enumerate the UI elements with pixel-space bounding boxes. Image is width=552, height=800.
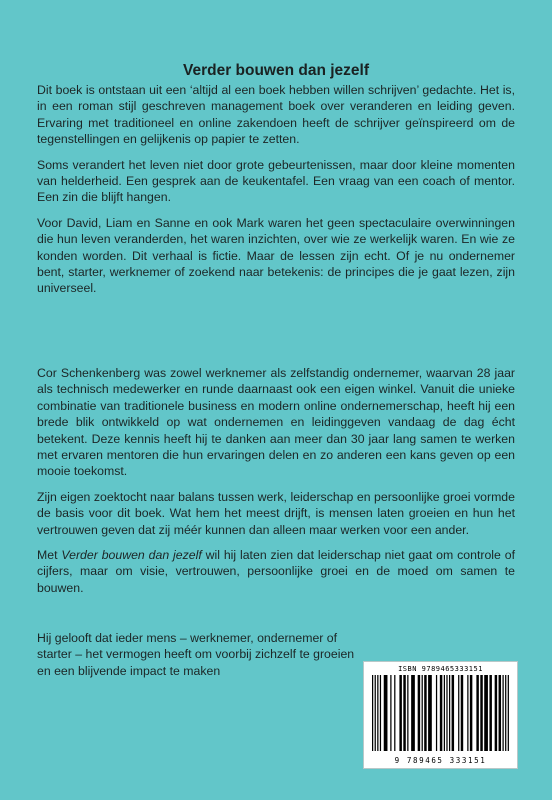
barcode-bar bbox=[508, 675, 509, 751]
closing-ragged-text: Hij gelooft dat ieder mens – werknemer, ondernemer of starter – het vermogen heeft om voorbij zichzelf te groeien en een blijvende impact te maken bbox=[37, 631, 355, 678]
closing-paragraph bbox=[37, 547, 515, 596]
barcode-bar bbox=[407, 675, 408, 751]
closing-prefix: Met bbox=[37, 548, 62, 563]
barcode-bar bbox=[384, 675, 388, 751]
barcode-bar bbox=[484, 675, 488, 751]
barcode-bar bbox=[480, 675, 482, 751]
isbn-digits: 9 789465 333151 bbox=[394, 756, 487, 765]
barcode-bar bbox=[489, 675, 491, 751]
barcode-bar bbox=[424, 675, 426, 751]
closing-ragged bbox=[37, 630, 355, 679]
barcode-bar bbox=[495, 675, 497, 751]
barcode-bar bbox=[470, 675, 472, 751]
barcode-bar bbox=[418, 675, 420, 751]
intro-paragraph: Soms verandert het leven niet door grote gebeurtenissen, maar door kleine momenten van helderheid. Een gesprek aan de keukentafel. Een vraag van een coach of mentor. Een zin die blijft hangen. bbox=[37, 157, 515, 205]
barcode-bar bbox=[440, 675, 442, 751]
barcode-bar bbox=[449, 675, 450, 751]
barcode-bar bbox=[428, 675, 432, 751]
barcode-bar bbox=[444, 675, 445, 751]
barcode-bar bbox=[502, 675, 503, 751]
intro-paragraph: Dit boek is ontstaan uit een ‘altijd al een boek hebben willen schrijven’ gedachte. Het is, in een roman stijl geschreven management boek over veranderen en leiding geven. Ervaring met traditioneel en online zakendoen heeft de schrijver geïnspireerd om de tegenstellingen en gelijkenis op papier te zetten. bbox=[37, 83, 515, 147]
barcode-bar bbox=[476, 675, 478, 751]
book-title: Verder bouwen dan jezelf bbox=[182, 62, 370, 79]
barcode-bar bbox=[452, 675, 454, 751]
barcode-bar bbox=[499, 675, 501, 751]
isbn-label: ISBN 9789465333151 bbox=[398, 665, 483, 673]
intro-paragraph: Voor David, Liam en Sanne en ook Mark waren het geen spectaculaire overwinningen die hun leven veranderden, het waren inzichten, over wie ze werkelijk waren. En wie ze konden worden. Dit verhaal is fictie. Maar de lessen zijn echt. Of je nu ondernemer bent, starter, werknemer of zoekend naar betekenis: de principes die je gaat lezen, zijn universeel. bbox=[37, 215, 515, 296]
barcode-bars bbox=[372, 675, 509, 751]
barcode-bar bbox=[377, 675, 378, 751]
closing-book-title: Verder bouwen dan jezelf bbox=[61, 548, 202, 563]
isbn-barcode bbox=[363, 661, 518, 769]
barcode-bar bbox=[505, 675, 506, 751]
barcode-bar bbox=[467, 675, 468, 751]
barcode-bar bbox=[411, 675, 415, 751]
barcode-bar bbox=[372, 675, 373, 751]
barcode-bar bbox=[446, 675, 447, 751]
barcode-bar bbox=[380, 675, 381, 751]
barcode-bar bbox=[394, 675, 395, 751]
barcode-bar bbox=[458, 675, 459, 751]
barcode-bar bbox=[399, 675, 401, 751]
barcode-bar bbox=[375, 675, 376, 751]
author-paragraph: Cor Schenkenberg was zowel werknemer als zelfstandig ondernemer, waarvan 28 jaar als technisch medewerker en runde daarnaast ook een eigen winkel. Vanuit die unieke combinatie van traditionele business en modern online ondernemerschap, heeft hij een brede blik ontwikkeld op wat ondernemen en leidinggeven vandaag de dag écht betekent. Deze kennis heeft hij te danken aan meer dan 30 jaar lang samen te werken met ervaren mentoren die hun ervaringen delen en zo anderen een kans geven op een mooie toekomst. bbox=[37, 366, 515, 479]
barcode-bar bbox=[436, 675, 437, 751]
barcode-bar bbox=[390, 675, 391, 751]
barcode-bar bbox=[461, 675, 463, 751]
closing-rest: wil hij laten zien dat leiderschap niet gaat om controle of cijfers, maar om visie, vertrouwen, persoonlijke groei en de moed om samen te bouwen. bbox=[37, 548, 515, 595]
barcode-bar bbox=[422, 675, 423, 751]
author-paragraph: Zijn eigen zoektocht naar balans tussen werk, leiderschap en persoonlijke groei vormde de basis voor dit boek. Wat hem het meest drijft, is mensen laten groeien en hun het vertrouwen geven dat zij méér kunnen dan alleen maar werken voor een ander. bbox=[37, 489, 515, 537]
intro-text bbox=[37, 82, 515, 306]
author-text bbox=[37, 365, 515, 605]
barcode-bar bbox=[403, 675, 405, 751]
